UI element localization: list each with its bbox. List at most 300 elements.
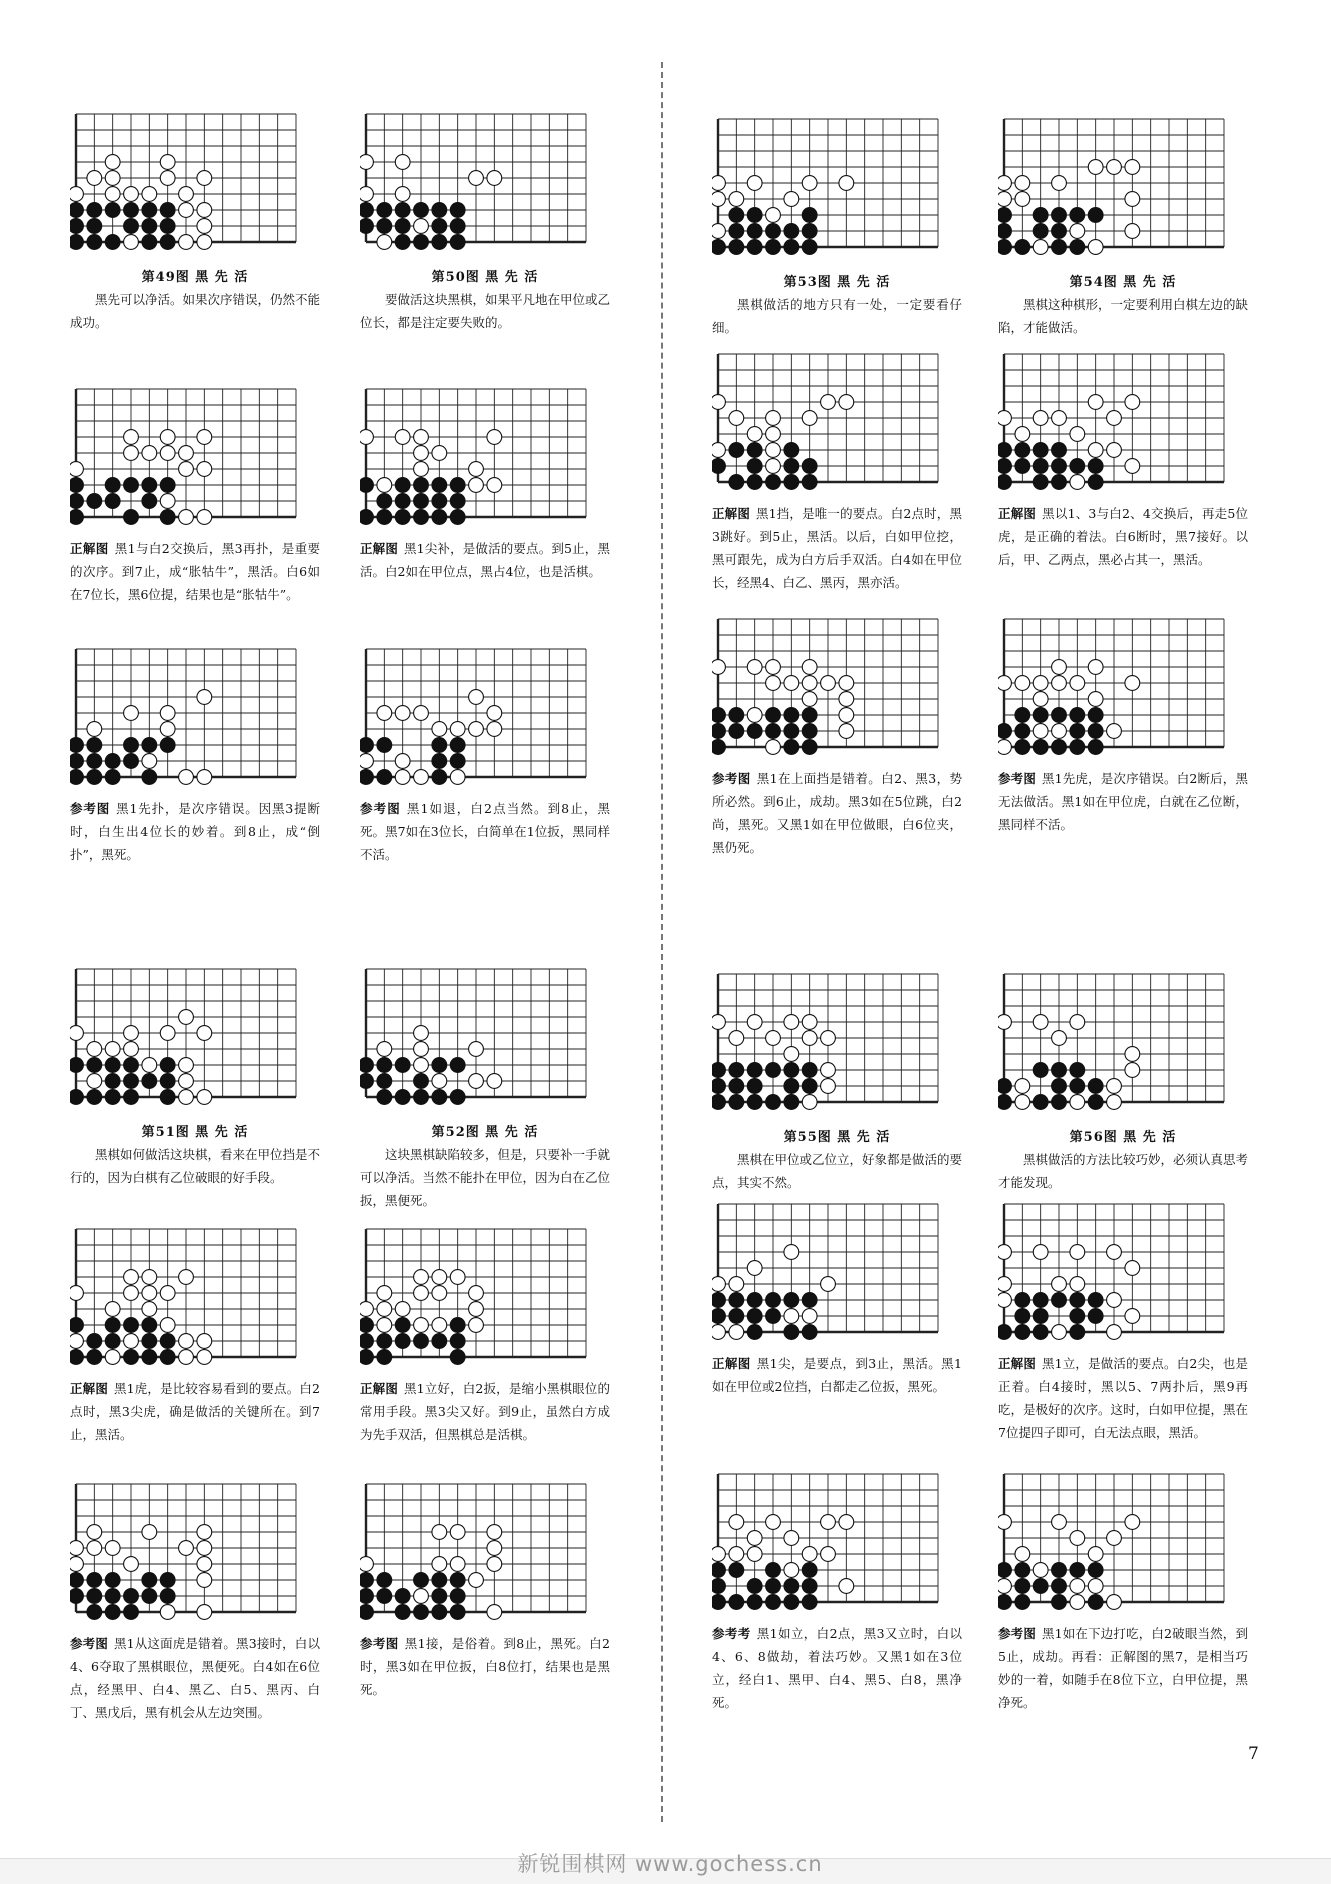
white-stone (998, 1515, 1011, 1530)
diagram-caption-text: 黑1如退，白2点当然。到8止，黑死。黑7如在3位长，白简单在1位扳，黑同样不活。 (360, 801, 610, 862)
white-stone (1052, 1325, 1067, 1340)
white-stone (487, 722, 502, 737)
white-stone (87, 722, 102, 737)
black-stone (729, 1063, 744, 1078)
diagram-title: 第54图 黑 先 活 (1069, 275, 1177, 290)
white-stone (802, 692, 817, 707)
black-stone (70, 1589, 83, 1604)
white-stone (469, 462, 484, 477)
white-stone (712, 660, 725, 675)
go-board-diagram (712, 1200, 944, 1350)
diagram-caption (70, 288, 320, 334)
black-stone (124, 1605, 139, 1620)
diagram-caption-text: 黑1虎，是比较容易看到的要点。白2点时，黑3尖虎，确是做活的关键所在。到7止，黑活。 (70, 1381, 320, 1442)
white-stone (1070, 1579, 1085, 1594)
center-fold-divider (661, 62, 663, 1822)
black-stone (377, 1573, 392, 1588)
white-stone (1070, 1095, 1085, 1110)
white-stone (766, 411, 781, 426)
white-stone (469, 1318, 484, 1333)
white-stone (179, 1074, 194, 1089)
white-stone (432, 1286, 447, 1301)
black-stone (747, 1579, 762, 1594)
diagram-title: 第53图 黑 先 活 (783, 275, 891, 290)
black-stone (142, 478, 157, 493)
go-board-diagram (360, 645, 592, 795)
white-stone (729, 192, 744, 207)
black-stone (87, 219, 102, 234)
white-stone (377, 1042, 392, 1057)
black-stone (729, 1293, 744, 1308)
diagram-r53 (712, 615, 962, 859)
white-stone (766, 443, 781, 458)
diagram-caption-text: 黑1接，是俗着。到8止，黑死。白2时，黑3如在甲位扳，白8位打，结果也是黑死。 (360, 1636, 610, 1697)
white-stone (1125, 1261, 1140, 1276)
black-stone (360, 510, 373, 525)
white-stone (179, 1350, 194, 1365)
black-stone (747, 443, 762, 458)
black-stone (712, 708, 725, 723)
black-stone (802, 459, 817, 474)
white-stone (712, 224, 725, 239)
black-stone (70, 219, 83, 234)
diagram-label: 正解图 (360, 541, 398, 556)
white-stone (414, 706, 429, 721)
diagram-caption (712, 502, 962, 594)
diagram-caption (712, 1148, 962, 1194)
black-stone (1088, 1095, 1103, 1110)
white-stone (784, 1531, 799, 1546)
black-stone (1015, 1325, 1030, 1340)
white-stone (197, 171, 212, 186)
white-stone (124, 446, 139, 461)
black-stone (414, 203, 429, 218)
white-stone (197, 1573, 212, 1588)
diagram-caption-text: 黑先可以净活。如果次序错误，仍然不能成功。 (70, 292, 321, 330)
white-stone (179, 1334, 194, 1349)
black-stone (1052, 208, 1067, 223)
black-stone (450, 1350, 465, 1365)
black-stone (1088, 208, 1103, 223)
white-stone (395, 430, 410, 445)
black-stone (377, 1090, 392, 1105)
white-stone (802, 660, 817, 675)
white-stone (179, 203, 194, 218)
white-stone (839, 1579, 854, 1594)
white-stone (179, 446, 194, 461)
black-stone (142, 1334, 157, 1349)
white-stone (87, 1074, 102, 1089)
white-stone (414, 1318, 429, 1333)
black-stone (414, 1074, 429, 1089)
black-stone (784, 240, 799, 255)
black-stone (1052, 1079, 1067, 1094)
white-stone (802, 1015, 817, 1030)
white-stone (142, 1058, 157, 1073)
black-stone (160, 1058, 175, 1073)
white-stone (87, 1525, 102, 1540)
white-stone (142, 446, 157, 461)
white-stone (70, 187, 83, 202)
white-stone (712, 443, 725, 458)
black-stone (1052, 1563, 1067, 1578)
go-board-diagram (360, 1225, 592, 1375)
black-stone (142, 203, 157, 218)
white-stone (197, 1334, 212, 1349)
white-stone (124, 1270, 139, 1285)
black-stone (124, 1058, 139, 1073)
white-stone (487, 1525, 502, 1540)
black-stone (1015, 240, 1030, 255)
white-stone (70, 1286, 83, 1301)
diagram-caption-text: 黑1立好，白2扳，是缩小黑棋眼位的常用手段。黑3尖又好。到9止，虽然白方成为先手双活，但黑棋总是活棋。 (360, 1381, 610, 1442)
white-stone (1125, 1309, 1140, 1324)
white-stone (1088, 395, 1103, 410)
white-stone (197, 219, 212, 234)
diagram-r52 (360, 1480, 610, 1701)
white-stone (160, 446, 175, 461)
diagram-d51 (70, 965, 320, 1189)
black-stone (802, 1595, 817, 1610)
white-stone (1070, 1277, 1085, 1292)
black-stone (802, 475, 817, 490)
black-stone (105, 235, 120, 250)
go-board-diagram (712, 1470, 944, 1620)
black-stone (1088, 1595, 1103, 1610)
white-stone (179, 1270, 194, 1285)
white-stone (1088, 660, 1103, 675)
white-stone (1088, 443, 1103, 458)
black-stone (1070, 208, 1085, 223)
black-stone (802, 208, 817, 223)
white-stone (197, 1525, 212, 1540)
white-stone (160, 1026, 175, 1041)
white-stone (105, 187, 120, 202)
white-stone (821, 1547, 836, 1562)
white-stone (1070, 1595, 1085, 1610)
white-stone (160, 1605, 175, 1620)
diagram-label: 参考图 (998, 1626, 1036, 1641)
black-stone (998, 475, 1011, 490)
black-stone (124, 1350, 139, 1365)
diagram-title: 第51图 黑 先 活 (141, 1125, 249, 1140)
white-stone (414, 1026, 429, 1041)
white-stone (179, 1058, 194, 1073)
white-stone (998, 740, 1011, 755)
white-stone (766, 740, 781, 755)
diagram-s56 (998, 1200, 1248, 1444)
diagram-caption (70, 797, 320, 866)
diagram-label: 参考图 (712, 771, 751, 786)
black-stone (395, 1589, 410, 1604)
black-stone (70, 738, 83, 753)
white-stone (1033, 411, 1048, 426)
black-stone (729, 1595, 744, 1610)
black-stone (998, 724, 1011, 739)
black-stone (802, 1563, 817, 1578)
black-stone (377, 510, 392, 525)
black-stone (802, 240, 817, 255)
black-stone (766, 224, 781, 239)
black-stone (377, 1334, 392, 1349)
diagram-caption-text: 黑棋做活的地方只有一处，一定要看仔细。 (712, 297, 962, 335)
white-stone (1107, 160, 1122, 175)
black-stone (1033, 1063, 1048, 1078)
diagram-caption-text: 黑1在上面挡是错着。白2、黑3，势所必然。到6止，成劫。黑3如在5位跳，白2尚，黑死。又黑1如在甲位做眼，白6位夹，黑仍死。 (712, 771, 962, 855)
white-stone (469, 478, 484, 493)
white-stone (839, 724, 854, 739)
black-stone (712, 240, 725, 255)
white-stone (360, 187, 373, 202)
black-stone (1052, 708, 1067, 723)
white-stone (839, 1515, 854, 1530)
black-stone (712, 1563, 725, 1578)
diagram-label: 参考图 (360, 801, 401, 816)
black-stone (1052, 240, 1067, 255)
black-stone (784, 224, 799, 239)
black-stone (450, 1090, 465, 1105)
white-stone (729, 1325, 744, 1340)
white-stone (160, 155, 175, 170)
black-stone (87, 235, 102, 250)
black-stone (1052, 1063, 1067, 1078)
black-stone (377, 1350, 392, 1365)
black-stone (450, 738, 465, 753)
black-stone (360, 1058, 373, 1073)
diagram-caption-text: 黑1立，是做活的要点。白2尖，也是正着。白4接时，黑以5、7两扑后，黑9再吃，是极好的次序。这时，白如甲位提，黑在7位提四子即可，白无法点眼，黑活。 (998, 1356, 1249, 1440)
white-stone (784, 1245, 799, 1260)
diagram-d49 (70, 110, 320, 334)
black-stone (1070, 240, 1085, 255)
black-stone (1070, 1325, 1085, 1340)
black-stone (124, 203, 139, 218)
black-stone (712, 1079, 725, 1094)
white-stone (197, 1090, 212, 1105)
white-stone (469, 1042, 484, 1057)
white-stone (998, 192, 1011, 207)
white-stone (197, 430, 212, 445)
black-stone (360, 1573, 373, 1588)
white-stone (469, 1074, 484, 1089)
white-stone (160, 1318, 175, 1333)
diagram-label: 正解图 (360, 1381, 398, 1396)
white-stone (712, 1015, 725, 1030)
white-stone (1015, 676, 1030, 691)
black-stone (747, 1063, 762, 1078)
white-stone (487, 706, 502, 721)
black-stone (87, 494, 102, 509)
white-stone (450, 722, 465, 737)
black-stone (70, 1090, 83, 1105)
white-stone (450, 770, 465, 785)
black-stone (414, 235, 429, 250)
black-stone (766, 1293, 781, 1308)
white-stone (160, 430, 175, 445)
white-stone (105, 1350, 120, 1365)
white-stone (450, 1270, 465, 1285)
white-stone (747, 1015, 762, 1030)
white-stone (729, 1547, 744, 1562)
black-stone (160, 1350, 175, 1365)
black-stone (1070, 1079, 1085, 1094)
diagram-caption-text: 黑1与白2交换后，黑3再扑，是重要的次序。到7止，成“胀牯牛”，黑活。白6如在7位长，黑6位提，结果也是“胀牯牛”。 (70, 541, 320, 602)
black-stone (747, 240, 762, 255)
black-stone (784, 1293, 799, 1308)
black-stone (105, 478, 120, 493)
black-stone (360, 1074, 373, 1089)
white-stone (124, 1334, 139, 1349)
black-stone (360, 1589, 373, 1604)
black-stone (87, 1334, 102, 1349)
white-stone (1125, 1047, 1140, 1062)
go-board-diagram (360, 385, 592, 535)
black-stone (124, 1318, 139, 1333)
black-stone (1015, 1309, 1030, 1324)
black-stone (142, 770, 157, 785)
black-stone (1088, 1563, 1103, 1578)
white-stone (360, 1557, 373, 1572)
black-stone (124, 219, 139, 234)
black-stone (1070, 708, 1085, 723)
white-stone (1015, 427, 1030, 442)
diagram-caption (998, 502, 1248, 571)
black-stone (998, 1079, 1011, 1094)
diagram-s53 (712, 350, 962, 594)
black-stone (432, 1589, 447, 1604)
white-stone (197, 510, 212, 525)
white-stone (1125, 676, 1140, 691)
white-stone (432, 1525, 447, 1540)
white-stone (766, 676, 781, 691)
black-stone (124, 510, 139, 525)
white-stone (469, 1573, 484, 1588)
white-stone (1107, 1079, 1122, 1094)
black-stone (1015, 1595, 1030, 1610)
black-stone (998, 1595, 1011, 1610)
diagram-label: 正解图 (712, 1356, 751, 1371)
go-board-diagram (70, 645, 302, 795)
white-stone (414, 1589, 429, 1604)
white-stone (360, 155, 373, 170)
diagram-label: 参考图 (998, 771, 1036, 786)
black-stone (784, 708, 799, 723)
white-stone (1052, 660, 1067, 675)
black-stone (124, 738, 139, 753)
white-stone (1088, 1579, 1103, 1594)
black-stone (160, 1589, 175, 1604)
black-stone (414, 1573, 429, 1588)
white-stone (1052, 1515, 1067, 1530)
go-board-diagram (70, 385, 302, 535)
diagram-d53 (712, 115, 962, 339)
black-stone (1088, 1293, 1103, 1308)
white-stone (1070, 1531, 1085, 1546)
black-stone (1033, 443, 1048, 458)
black-stone (450, 235, 465, 250)
white-stone (998, 1245, 1011, 1260)
white-stone (395, 155, 410, 170)
black-stone (712, 740, 725, 755)
black-stone (432, 738, 447, 753)
black-stone (360, 1605, 373, 1620)
black-stone (766, 240, 781, 255)
black-stone (105, 1090, 120, 1105)
diagram-caption-text: 黑1尖补，是做活的要点。到5止，黑活。白2如在甲位点，黑占4位，也是活棋。 (360, 541, 610, 579)
white-stone (729, 1277, 744, 1292)
white-stone (469, 690, 484, 705)
black-stone (712, 1579, 725, 1594)
black-stone (1052, 1595, 1067, 1610)
diagram-label: 正解图 (70, 541, 109, 556)
white-stone (414, 462, 429, 477)
black-stone (1088, 1309, 1103, 1324)
white-stone (766, 660, 781, 675)
diagram-caption (360, 288, 610, 334)
diagram-caption (712, 1622, 962, 1714)
white-stone (414, 446, 429, 461)
white-stone (1070, 224, 1085, 239)
white-stone (395, 1302, 410, 1317)
white-stone (197, 1026, 212, 1041)
black-stone (360, 1334, 373, 1349)
diagram-caption (998, 767, 1248, 836)
black-stone (998, 224, 1011, 239)
white-stone (712, 1325, 725, 1340)
black-stone (87, 1090, 102, 1105)
black-stone (747, 1079, 762, 1094)
black-stone (160, 1334, 175, 1349)
white-stone (124, 1557, 139, 1572)
white-stone (1107, 1325, 1122, 1340)
black-stone (142, 738, 157, 753)
diagram-label: 正解图 (998, 1356, 1036, 1371)
black-stone (802, 1579, 817, 1594)
white-stone (414, 1058, 429, 1073)
white-stone (998, 176, 1011, 191)
white-stone (1125, 459, 1140, 474)
black-stone (70, 235, 83, 250)
white-stone (414, 1270, 429, 1285)
black-stone (784, 443, 799, 458)
white-stone (998, 1277, 1011, 1292)
white-stone (1125, 395, 1140, 410)
white-stone (142, 1286, 157, 1301)
white-stone (360, 1302, 373, 1317)
white-stone (469, 1286, 484, 1301)
black-stone (414, 510, 429, 525)
black-stone (1070, 724, 1085, 739)
go-board-diagram (70, 1225, 302, 1375)
black-stone (729, 1309, 744, 1324)
diagram-caption-text: 这块黑棋缺陷较多，但是，只要补一手就可以净活。当然不能扑在甲位，因为白在乙位扳，黑便死。 (360, 1147, 611, 1208)
white-stone (766, 427, 781, 442)
black-stone (1015, 1579, 1030, 1594)
black-stone (414, 494, 429, 509)
diagram-s50 (360, 385, 610, 583)
diagram-caption-text: 黑以1、3与白2、4交换后，再走5位虎，是正确的着法。白6断时，黑7接好。以后，甲、乙两点，黑必占其一，黑活。 (998, 506, 1248, 567)
black-stone (1033, 740, 1048, 755)
diagram-d56 (998, 970, 1248, 1194)
black-stone (1070, 740, 1085, 755)
black-stone (1052, 224, 1067, 239)
black-stone (105, 1318, 120, 1333)
diagram-caption (360, 1377, 610, 1446)
diagram-title: 第52图 黑 先 活 (431, 1125, 539, 1140)
black-stone (1033, 459, 1048, 474)
black-stone (377, 1058, 392, 1073)
white-stone (487, 1541, 502, 1556)
black-stone (395, 1090, 410, 1105)
